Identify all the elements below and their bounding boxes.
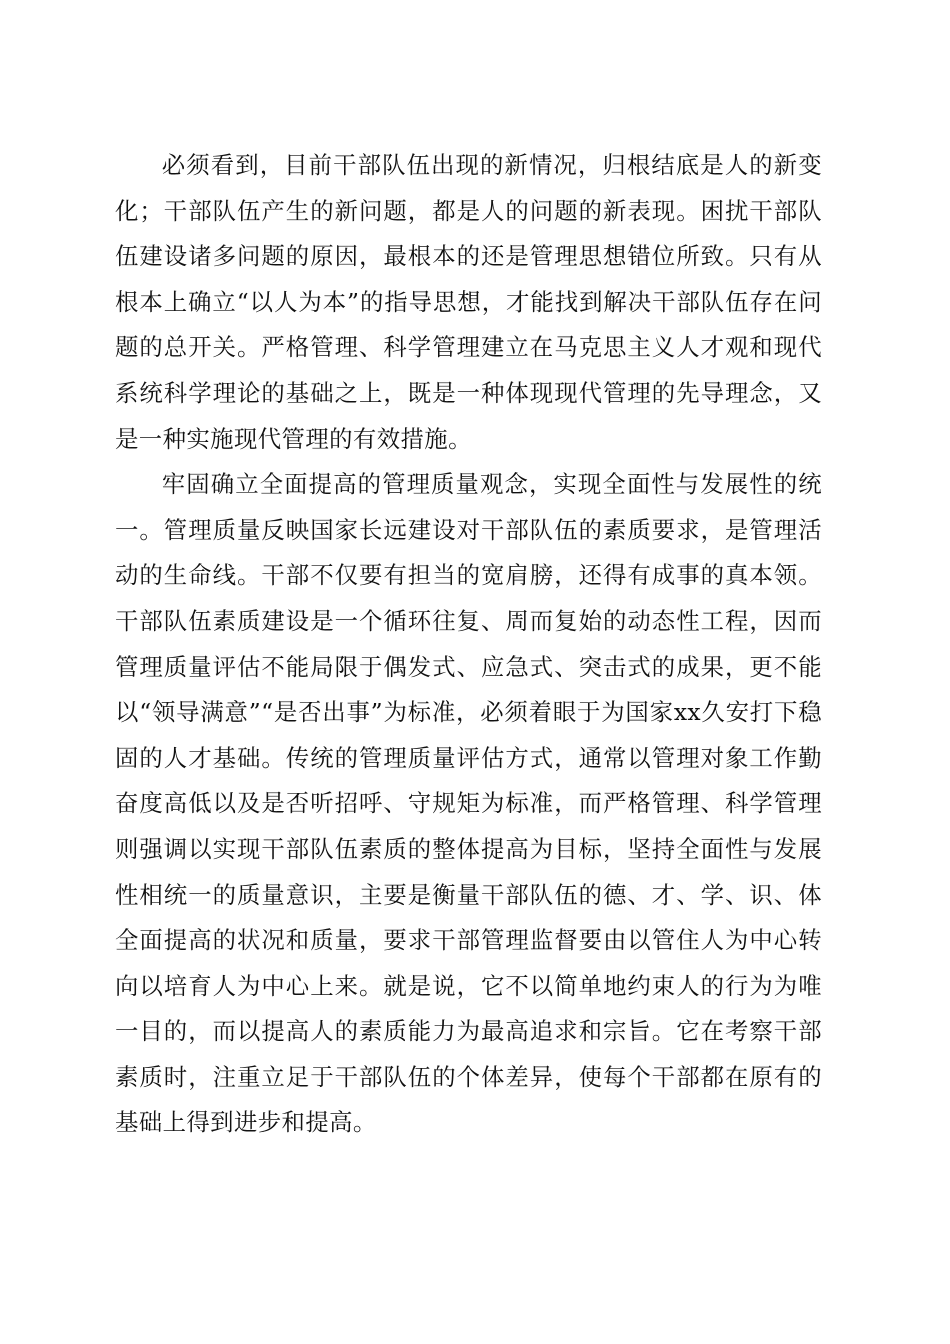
- paragraph-2: 牢固确立全面提高的管理质量观念，实现全面性与发展性的统一。管理质量反映国家长远建设对干部队伍的素质要求，是管理活动的生命线。干部不仅要有担当的宽肩膀，还得有成事的真本领。干部队伍素质建设是一个循环往复、周而复始的动态性工程，因而管理质量评估不能局限于偶发式、应急式、突击式的成果，更不能以“领导满意”“是否出事”为标准，必须着眼于为国家xx久安打下稳固的人才基础。传统的管理质量评估方式，通常以管理对象工作勤奋度高低以及是否听招呼、守规矩为标准，而严格管理、科学管理则强调以实现干部队伍素质的整体提高为目标，坚持全面性与发展性相统一的质量意识，主要是衡量干部队伍的德、才、学、识、体全面提高的状况和质量，要求干部管理监督要由以管住人为中心转向以培育人为中心上来。就是说，它不以简单地约束人的行为为唯一目的，而以提高人的素质能力为最高追求和宗旨。它在考察干部素质时，注重立足于干部队伍的个体差异，使每个干部都在原有的基础上得到进步和提高。: [115, 470, 822, 1137]
- paragraph-1: 必须看到，目前干部队伍出现的新情况，归根结底是人的新变化；干部队伍产生的新问题，都是人的问题的新表现。困扰干部队伍建设诸多问题的原因，最根本的还是管理思想错位所致。只有从根本上确立“以人为本”的指导思想，才能找到解决干部队伍存在问题的总开关。严格管理、科学管理建立在马克思主义人才观和现代系统科学理论的基础之上，既是一种体现现代管理的先导理念，又是一种实施现代管理的有效措施。: [115, 151, 822, 453]
- document-body: [115, 143, 822, 1146]
